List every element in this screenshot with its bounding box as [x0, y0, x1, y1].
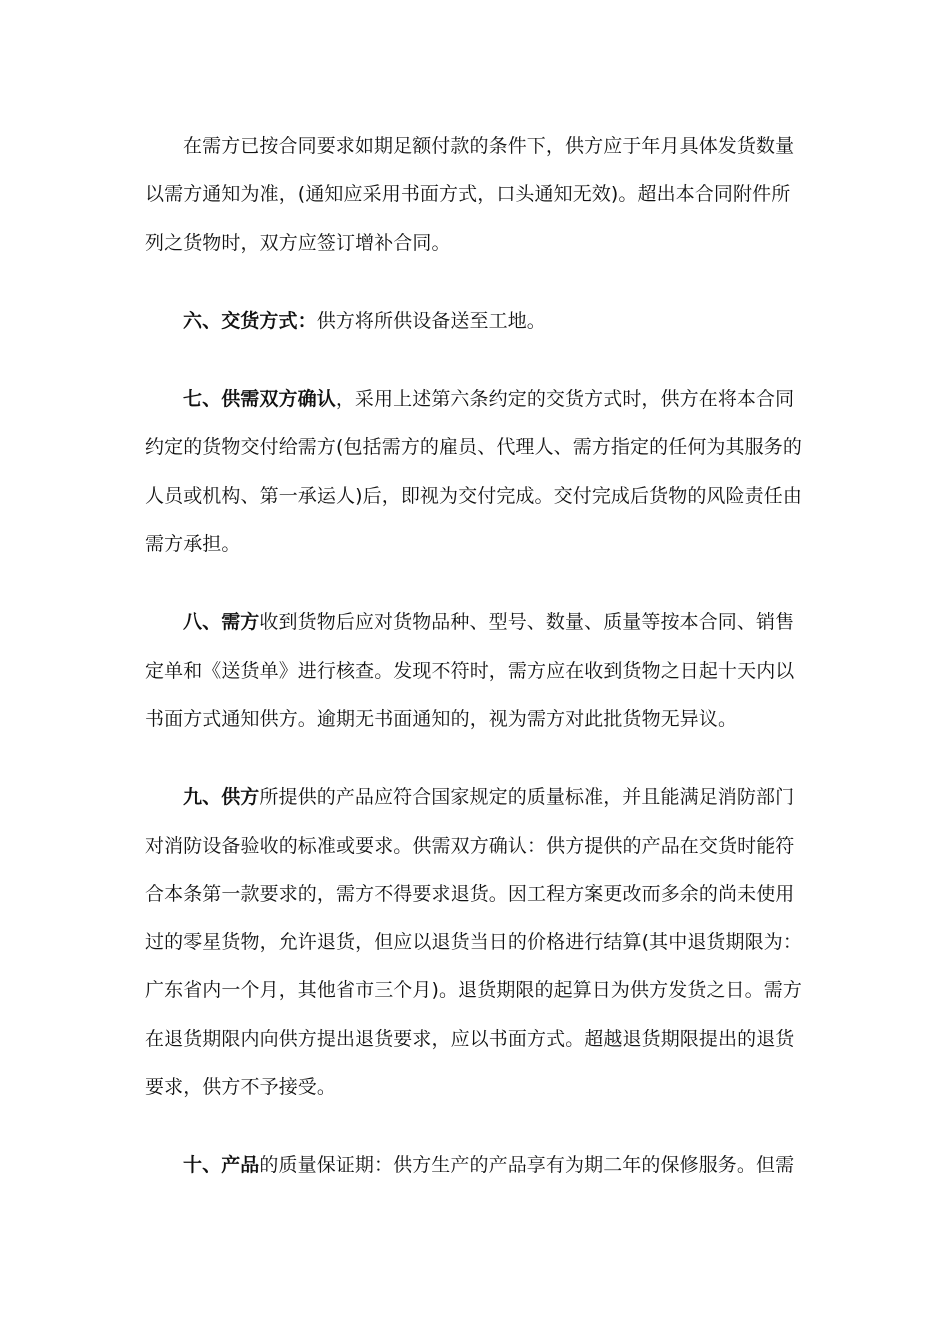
- text-line: [145, 170, 805, 218]
- line-text: 合本条第一款要求的，需方不得要求退货。因工程方案更改而多余的尚未使用: [145, 882, 795, 905]
- line-text: 人员或机构、第一承运人)后，即视为交付完成。交付完成后货物的风险责任由: [145, 484, 802, 507]
- line-text: 所提供的产品应符合国家规定的质量标准，并且能满足消防部门: [259, 786, 795, 809]
- line-text: 在退货期限内向供方提出退货要求，应以书面方式。超越退货期限提出的退货: [145, 1027, 795, 1050]
- text-line: [145, 918, 805, 966]
- text-line: [145, 822, 805, 870]
- text-line: [145, 1015, 805, 1063]
- text-line: [145, 1063, 805, 1111]
- line-text: 以需方通知为准，(通知应采用书面方式，口头通知无效)。超出本合同附件所: [145, 183, 791, 206]
- line-text: 在需方已按合同要求如期足额付款的条件下，供方应于年月具体发货数量: [183, 135, 795, 157]
- text-line: [145, 520, 805, 568]
- line-text: 的质量保证期：供方生产的产品享有为期二年的保修服务。但需: [259, 1154, 795, 1177]
- line-text: 广东省内一个月，其他省市三个月)。退货期限的起算日为供方发货之日。需方: [145, 979, 802, 1002]
- paragraph: [145, 297, 805, 345]
- clause-heading: 七、供需双方确认: [183, 388, 336, 411]
- clause-heading: 八、需方: [183, 611, 260, 634]
- line-text: 收到货物后应对货物品种、型号、数量、质量等按本合同、销售: [259, 611, 795, 634]
- clause-heading: 十、产品: [183, 1154, 260, 1177]
- clause-heading: 六、交货方式：: [183, 309, 317, 332]
- text-line: [145, 1141, 805, 1189]
- line-text: 书面方式通知供方。逾期无书面通知的，视为需方对此批货物无异议。: [145, 707, 738, 730]
- text-line: [145, 598, 805, 646]
- line-text: 对消防设备验收的标准或要求。供需双方确认：供方提供的产品在交货时能符: [145, 834, 795, 857]
- text-line: [145, 297, 805, 345]
- line-text: 需方承担。: [145, 533, 241, 556]
- line-text: 供方将所供设备送至工地。: [316, 309, 546, 332]
- text-line: [145, 472, 805, 520]
- line-text: 定单和《送货单》进行核查。发现不符时，需方应在收到货物之日起十天内以: [145, 659, 795, 682]
- text-line: [145, 423, 805, 471]
- paragraph: [145, 1141, 805, 1189]
- line-text: 列之货物时，双方应签订增补合同。: [145, 231, 451, 254]
- text-line: [145, 647, 805, 695]
- document-page: [145, 122, 805, 1220]
- text-line: [145, 122, 805, 170]
- line-text: ，采用上述第六条约定的交货方式时，供方在将本合同: [335, 388, 795, 411]
- text-line: [145, 219, 805, 267]
- line-text: 要求，供方不予接受。: [145, 1076, 337, 1099]
- paragraph: [145, 773, 805, 1111]
- clause-heading: 九、供方: [183, 786, 260, 809]
- line-text: 约定的货物交付给需方(包括需方的雇员、代理人、需方指定的任何为其服务的: [145, 436, 802, 459]
- text-line: [145, 966, 805, 1014]
- text-line: [145, 695, 805, 743]
- paragraph: [145, 598, 805, 743]
- line-text: 过的零星货物，允许退货，但应以退货当日的价格进行结算(其中退货期限为：: [145, 931, 802, 954]
- text-line: [145, 773, 805, 821]
- text-line: [145, 375, 805, 423]
- paragraph: [145, 375, 805, 568]
- paragraph: [145, 122, 805, 267]
- text-line: [145, 870, 805, 918]
